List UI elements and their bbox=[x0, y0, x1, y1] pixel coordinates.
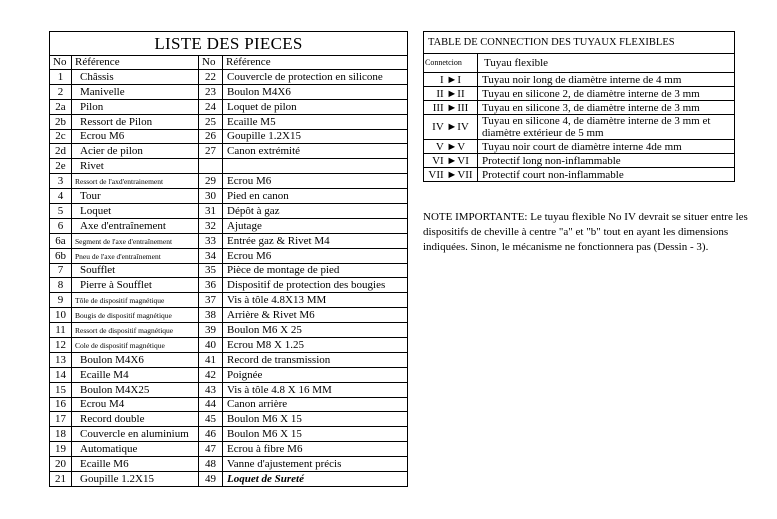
table-row bbox=[50, 144, 408, 159]
part-number: 4 bbox=[50, 189, 72, 204]
part-number: 38 bbox=[199, 308, 223, 323]
hose-description: Tuyau noir court de diamètre interne 4de mm bbox=[478, 140, 735, 154]
part-reference: Châssis bbox=[72, 70, 199, 85]
part-number: 44 bbox=[199, 397, 223, 412]
part-reference: Boulon M4X25 bbox=[72, 382, 199, 397]
table-row bbox=[50, 248, 408, 263]
part-reference: Pièce de montage de pied bbox=[223, 263, 408, 278]
part-number: 27 bbox=[199, 144, 223, 159]
part-number: 7 bbox=[50, 263, 72, 278]
part-number: 19 bbox=[50, 442, 72, 457]
part-number: 35 bbox=[199, 263, 223, 278]
part-number: 45 bbox=[199, 412, 223, 427]
part-number: 33 bbox=[199, 233, 223, 248]
part-reference: Vis à tôle 4.8 X 16 MM bbox=[223, 382, 408, 397]
part-number: 20 bbox=[50, 457, 72, 472]
part-reference: Boulon M6 X 25 bbox=[223, 323, 408, 338]
part-number: 41 bbox=[199, 352, 223, 367]
header-no: No bbox=[199, 56, 223, 70]
part-reference: Ressort de l'axd'entrainement bbox=[72, 174, 199, 189]
part-reference: Boulon M4X6 bbox=[223, 84, 408, 99]
table-row bbox=[50, 457, 408, 472]
part-reference: Boulon M6 X 15 bbox=[223, 427, 408, 442]
hose-table-title: TABLE DE CONNECTION DES TUYAUX FLEXIBLES bbox=[423, 31, 735, 53]
parts-header-row bbox=[50, 56, 408, 70]
part-number: 2e bbox=[50, 159, 72, 174]
part-reference: Bougis de dispositif magnétique bbox=[72, 308, 199, 323]
part-reference: Pierre à Soufflet bbox=[72, 278, 199, 293]
header-connection: Connetcion bbox=[424, 54, 478, 73]
hose-header-row bbox=[424, 54, 735, 73]
table-row bbox=[50, 174, 408, 189]
part-reference: Ecrou M6 bbox=[72, 129, 199, 144]
part-reference: Pilon bbox=[72, 99, 199, 114]
part-reference: Manivelle bbox=[72, 84, 199, 99]
part-reference: Ressort de dispositif magnétique bbox=[72, 323, 199, 338]
part-reference: Couvercle de protection en silicone bbox=[223, 70, 408, 85]
part-number: 2d bbox=[50, 144, 72, 159]
part-number: 2c bbox=[50, 129, 72, 144]
part-reference: Ecrou M8 X 1.25 bbox=[223, 338, 408, 353]
part-number: 36 bbox=[199, 278, 223, 293]
part-number: 10 bbox=[50, 308, 72, 323]
part-reference: Ecaille M4 bbox=[72, 367, 199, 382]
part-number: 2b bbox=[50, 114, 72, 129]
hose-description: Tuyau en silicone 4, de diamètre interne de 3 mm et diamètre extérieur de 5 mm bbox=[478, 115, 735, 140]
part-reference: Record double bbox=[72, 412, 199, 427]
header-hose: Tuyau flexible bbox=[478, 54, 735, 73]
parts-list-body bbox=[50, 70, 408, 487]
part-reference: Goupille 1.2X15 bbox=[223, 129, 408, 144]
table-row bbox=[50, 338, 408, 353]
hose-description: Protectif long non-inflammable bbox=[478, 154, 735, 168]
part-reference: Cole de dispositif magnétique bbox=[72, 338, 199, 353]
part-number: 39 bbox=[199, 323, 223, 338]
part-number: 49 bbox=[199, 472, 223, 487]
important-note: NOTE IMPORTANTE: Le tuyau flexible No IV devrait se situer entre les dispositifs de cheville à centre "a" et "b" tout en ayant les dimensions indiquées. Sinon, le mécanisme ne fonctionnera pas (Dessin - 3). bbox=[423, 211, 748, 253]
part-reference: Automatique bbox=[72, 442, 199, 457]
header-no: No bbox=[50, 56, 72, 70]
part-reference: Loquet de Sureté bbox=[223, 472, 408, 487]
part-number: 40 bbox=[199, 338, 223, 353]
part-reference: Pied en canon bbox=[223, 189, 408, 204]
table-row bbox=[50, 129, 408, 144]
part-number: 11 bbox=[50, 323, 72, 338]
table-row bbox=[50, 189, 408, 204]
table-row bbox=[50, 233, 408, 248]
part-reference: Dépôt à gaz bbox=[223, 204, 408, 219]
part-reference: Ecaille M5 bbox=[223, 114, 408, 129]
part-number: 6 bbox=[50, 218, 72, 233]
hose-table-body bbox=[424, 73, 735, 182]
part-number: 14 bbox=[50, 367, 72, 382]
part-number: 2 bbox=[50, 84, 72, 99]
part-number: 48 bbox=[199, 457, 223, 472]
part-number: 16 bbox=[50, 397, 72, 412]
table-row bbox=[424, 115, 735, 140]
table-row bbox=[50, 472, 408, 487]
part-reference: Canon extrémité bbox=[223, 144, 408, 159]
part-reference: Poignée bbox=[223, 367, 408, 382]
table-row bbox=[50, 397, 408, 412]
part-number: 47 bbox=[199, 442, 223, 457]
part-reference: Loquet de pilon bbox=[223, 99, 408, 114]
part-number: 30 bbox=[199, 189, 223, 204]
part-reference: Segment de l'axe d'entraînement bbox=[72, 233, 199, 248]
table-row bbox=[424, 140, 735, 154]
part-reference: Acier de pilon bbox=[72, 144, 199, 159]
table-row bbox=[50, 99, 408, 114]
part-number: 2a bbox=[50, 99, 72, 114]
header-reference: Référence bbox=[72, 56, 199, 70]
part-number: 22 bbox=[199, 70, 223, 85]
part-number: 1 bbox=[50, 70, 72, 85]
part-reference: Loquet bbox=[72, 204, 199, 219]
part-reference: Ajutage bbox=[223, 218, 408, 233]
table-row bbox=[50, 308, 408, 323]
part-number: 25 bbox=[199, 114, 223, 129]
part-reference: Ecrou M6 bbox=[223, 174, 408, 189]
part-reference bbox=[223, 159, 408, 174]
part-reference: Record de transmission bbox=[223, 352, 408, 367]
part-reference: Boulon M6 X 15 bbox=[223, 412, 408, 427]
connection-label: II ►II bbox=[424, 87, 478, 101]
table-row bbox=[424, 87, 735, 101]
table-row bbox=[50, 442, 408, 457]
part-reference: Arrière & Rivet M6 bbox=[223, 308, 408, 323]
table-row bbox=[50, 293, 408, 308]
table-row bbox=[50, 263, 408, 278]
connection-label: III ►III bbox=[424, 101, 478, 115]
part-reference: Ecrou M4 bbox=[72, 397, 199, 412]
hose-connection-table bbox=[423, 31, 735, 182]
part-number: 21 bbox=[50, 472, 72, 487]
part-reference: Canon arrière bbox=[223, 397, 408, 412]
table-row bbox=[424, 154, 735, 168]
part-reference: Tour bbox=[72, 189, 199, 204]
part-number: 6b bbox=[50, 248, 72, 263]
table-row bbox=[424, 101, 735, 115]
table-row bbox=[424, 73, 735, 87]
part-number: 37 bbox=[199, 293, 223, 308]
connection-label: VII ►VII bbox=[424, 168, 478, 182]
table-row bbox=[50, 159, 408, 174]
part-reference: Dispositif de protection des bougies bbox=[223, 278, 408, 293]
part-number: 12 bbox=[50, 338, 72, 353]
part-number: 29 bbox=[199, 174, 223, 189]
connection-label: I ►I bbox=[424, 73, 478, 87]
connection-label: IV ►IV bbox=[424, 115, 478, 140]
part-number: 43 bbox=[199, 382, 223, 397]
table-row bbox=[50, 70, 408, 85]
part-reference: Soufflet bbox=[72, 263, 199, 278]
part-reference: Vis à tôle 4.8X13 MM bbox=[223, 293, 408, 308]
part-number: 32 bbox=[199, 218, 223, 233]
table-row bbox=[50, 218, 408, 233]
part-number: 3 bbox=[50, 174, 72, 189]
table-row bbox=[50, 278, 408, 293]
connection-label: V ►V bbox=[424, 140, 478, 154]
part-reference: Ecrou M6 bbox=[223, 248, 408, 263]
part-reference: Pneu de l'axe d'entraînement bbox=[72, 248, 199, 263]
hose-description: Protectif court non-inflammable bbox=[478, 168, 735, 182]
header-reference: Référence bbox=[223, 56, 408, 70]
part-number: 15 bbox=[50, 382, 72, 397]
part-number: 23 bbox=[199, 84, 223, 99]
table-row bbox=[50, 412, 408, 427]
part-reference: Ressort de Pilon bbox=[72, 114, 199, 129]
part-number: 24 bbox=[199, 99, 223, 114]
part-number: 26 bbox=[199, 129, 223, 144]
table-row bbox=[50, 204, 408, 219]
part-number: 13 bbox=[50, 352, 72, 367]
part-reference: Ecrou à fibre M6 bbox=[223, 442, 408, 457]
table-row bbox=[50, 427, 408, 442]
part-number: 34 bbox=[199, 248, 223, 263]
part-reference: Axe d'entraînement bbox=[72, 218, 199, 233]
hose-description: Tuyau noir long de diamètre interne de 4 mm bbox=[478, 73, 735, 87]
part-reference: Boulon M4X6 bbox=[72, 352, 199, 367]
part-reference: Vanne d'ajustement précis bbox=[223, 457, 408, 472]
part-reference: Ecaille M6 bbox=[72, 457, 199, 472]
table-row bbox=[50, 352, 408, 367]
part-number: 31 bbox=[199, 204, 223, 219]
part-number: 42 bbox=[199, 367, 223, 382]
part-reference: Couvercle en aluminium bbox=[72, 427, 199, 442]
connection-label: VI ►VI bbox=[424, 154, 478, 168]
hose-description: Tuyau en silicone 3, de diamètre interne de 3 mm bbox=[478, 101, 735, 115]
table-row bbox=[50, 114, 408, 129]
part-number: 18 bbox=[50, 427, 72, 442]
parts-list-table bbox=[49, 31, 408, 487]
part-number bbox=[199, 159, 223, 174]
table-row bbox=[50, 323, 408, 338]
part-number: 8 bbox=[50, 278, 72, 293]
parts-list-title: LISTE DES PIECES bbox=[49, 31, 408, 55]
part-reference: Tôle de dispositif magnétique bbox=[72, 293, 199, 308]
part-number: 5 bbox=[50, 204, 72, 219]
part-number: 17 bbox=[50, 412, 72, 427]
hose-description: Tuyau en silicone 2, de diamètre interne de 3 mm bbox=[478, 87, 735, 101]
table-row bbox=[50, 84, 408, 99]
part-number: 6a bbox=[50, 233, 72, 248]
part-reference: Rivet bbox=[72, 159, 199, 174]
part-number: 46 bbox=[199, 427, 223, 442]
part-number: 9 bbox=[50, 293, 72, 308]
part-reference: Entrée gaz & Rivet M4 bbox=[223, 233, 408, 248]
table-row bbox=[50, 382, 408, 397]
table-row bbox=[424, 168, 735, 182]
table-row bbox=[50, 367, 408, 382]
part-reference: Goupille 1.2X15 bbox=[72, 472, 199, 487]
